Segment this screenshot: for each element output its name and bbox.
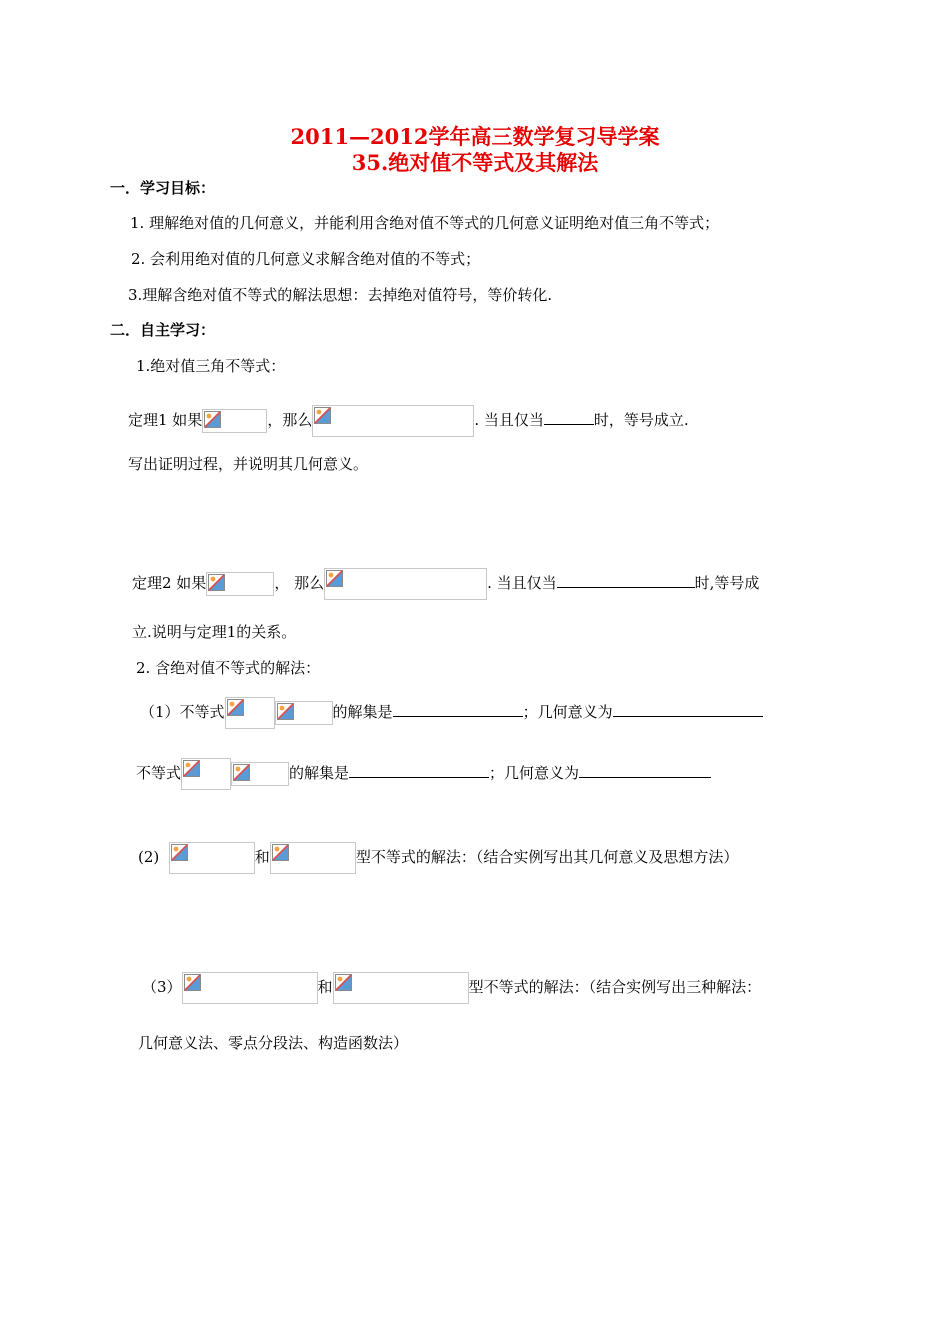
answer-blank[interactable] xyxy=(613,700,763,717)
broken-image-icon xyxy=(314,407,331,424)
doc-title-line2: 35.绝对值不等式及其解法 xyxy=(351,150,599,175)
formula-image xyxy=(225,697,275,729)
problem1-part-b: 的解集是 xyxy=(332,703,393,721)
theorem2-part-d: 时,等号成 xyxy=(694,574,760,592)
formula-image xyxy=(324,568,487,600)
formula-image xyxy=(169,842,255,874)
theorem2-part-c: . 当且仅当 xyxy=(487,574,557,592)
answer-blank[interactable] xyxy=(557,571,695,588)
sub2-heading: 2. 含绝对值不等式的解法： xyxy=(136,659,321,677)
formula-image xyxy=(275,701,333,725)
theorem1-line xyxy=(128,405,689,437)
formula-image xyxy=(182,972,318,1004)
problem2-part-c: 型不等式的解法：（结合实例写出其几何意义及思想方法） xyxy=(355,848,739,866)
theorem2-line xyxy=(132,568,759,600)
problem1-line xyxy=(140,697,763,729)
problem3-part-a: （3） xyxy=(142,978,182,996)
section1-heading: 一．学习目标： xyxy=(110,179,216,197)
sub1-heading: 1.绝对值三角不等式： xyxy=(136,357,286,375)
formula-image xyxy=(202,409,267,433)
problem1-part-a: （1）不等式 xyxy=(140,703,225,721)
problem1b-part-c: ；几何意义为 xyxy=(489,764,580,782)
broken-image-icon xyxy=(272,844,289,861)
broken-image-icon xyxy=(326,570,343,587)
theorem1-note: 写出证明过程，并说明其几何意义。 xyxy=(128,455,369,473)
formula-image xyxy=(181,758,231,790)
broken-image-icon xyxy=(277,703,294,720)
broken-image-icon xyxy=(227,699,244,716)
broken-image-icon xyxy=(208,574,225,591)
formula-image xyxy=(312,405,474,437)
problem2-line xyxy=(138,842,738,874)
objective-2: 2. 会利用绝对值的几何意义求解含绝对值的不等式； xyxy=(131,250,481,268)
theorem2-part-b: ， 那么 xyxy=(274,574,325,592)
theorem1-part-a: 定理1 如果 xyxy=(128,411,203,429)
problem3-part-b: 和 xyxy=(317,978,333,996)
answer-blank[interactable] xyxy=(544,408,594,425)
problem1-part-c: ；几何意义为 xyxy=(522,703,613,721)
problem2-part-a: (2) xyxy=(138,848,160,866)
problem2-part-b: 和 xyxy=(254,848,270,866)
problem3-line xyxy=(142,972,761,1004)
objective-1: 1. 理解绝对值的几何意义，并能利用含绝对值不等式的几何意义证明绝对值三角不等式； xyxy=(130,214,720,232)
broken-image-icon xyxy=(171,844,188,861)
answer-blank[interactable] xyxy=(579,761,711,778)
formula-image xyxy=(270,842,356,874)
problem1b-part-a: 不等式 xyxy=(136,764,182,782)
theorem2-continuation: 立.说明与定理1的关系。 xyxy=(132,623,297,641)
theorem2-part-a: 定理2 如果 xyxy=(132,574,207,592)
broken-image-icon xyxy=(204,411,221,428)
objective-3: 3.理解含绝对值不等式的解法思想：去掉绝对值符号，等价转化. xyxy=(128,286,553,304)
problem1b-part-b: 的解集是 xyxy=(289,764,350,782)
formula-image xyxy=(231,762,289,786)
answer-blank[interactable] xyxy=(393,700,523,717)
formula-image xyxy=(206,572,274,596)
theorem1-part-d: 时，等号成立. xyxy=(593,411,689,429)
broken-image-icon xyxy=(335,974,352,991)
broken-image-icon xyxy=(183,760,200,777)
problem3-continuation: 几何意义法、零点分段法、构造函数法） xyxy=(138,1034,409,1052)
broken-image-icon xyxy=(233,764,250,781)
theorem1-part-c: . 当且仅当 xyxy=(474,411,544,429)
answer-blank[interactable] xyxy=(349,761,489,778)
theorem1-part-b: ，那么 xyxy=(267,411,313,429)
formula-image xyxy=(333,972,469,1004)
doc-title-line1: 2011—2012学年高三数学复习导学案 xyxy=(290,124,660,149)
problem1b-line xyxy=(136,758,711,790)
broken-image-icon xyxy=(184,974,201,991)
section2-heading: 二．自主学习： xyxy=(110,321,216,339)
problem3-part-c: 型不等式的解法：（结合实例写出三种解法： xyxy=(468,978,762,996)
